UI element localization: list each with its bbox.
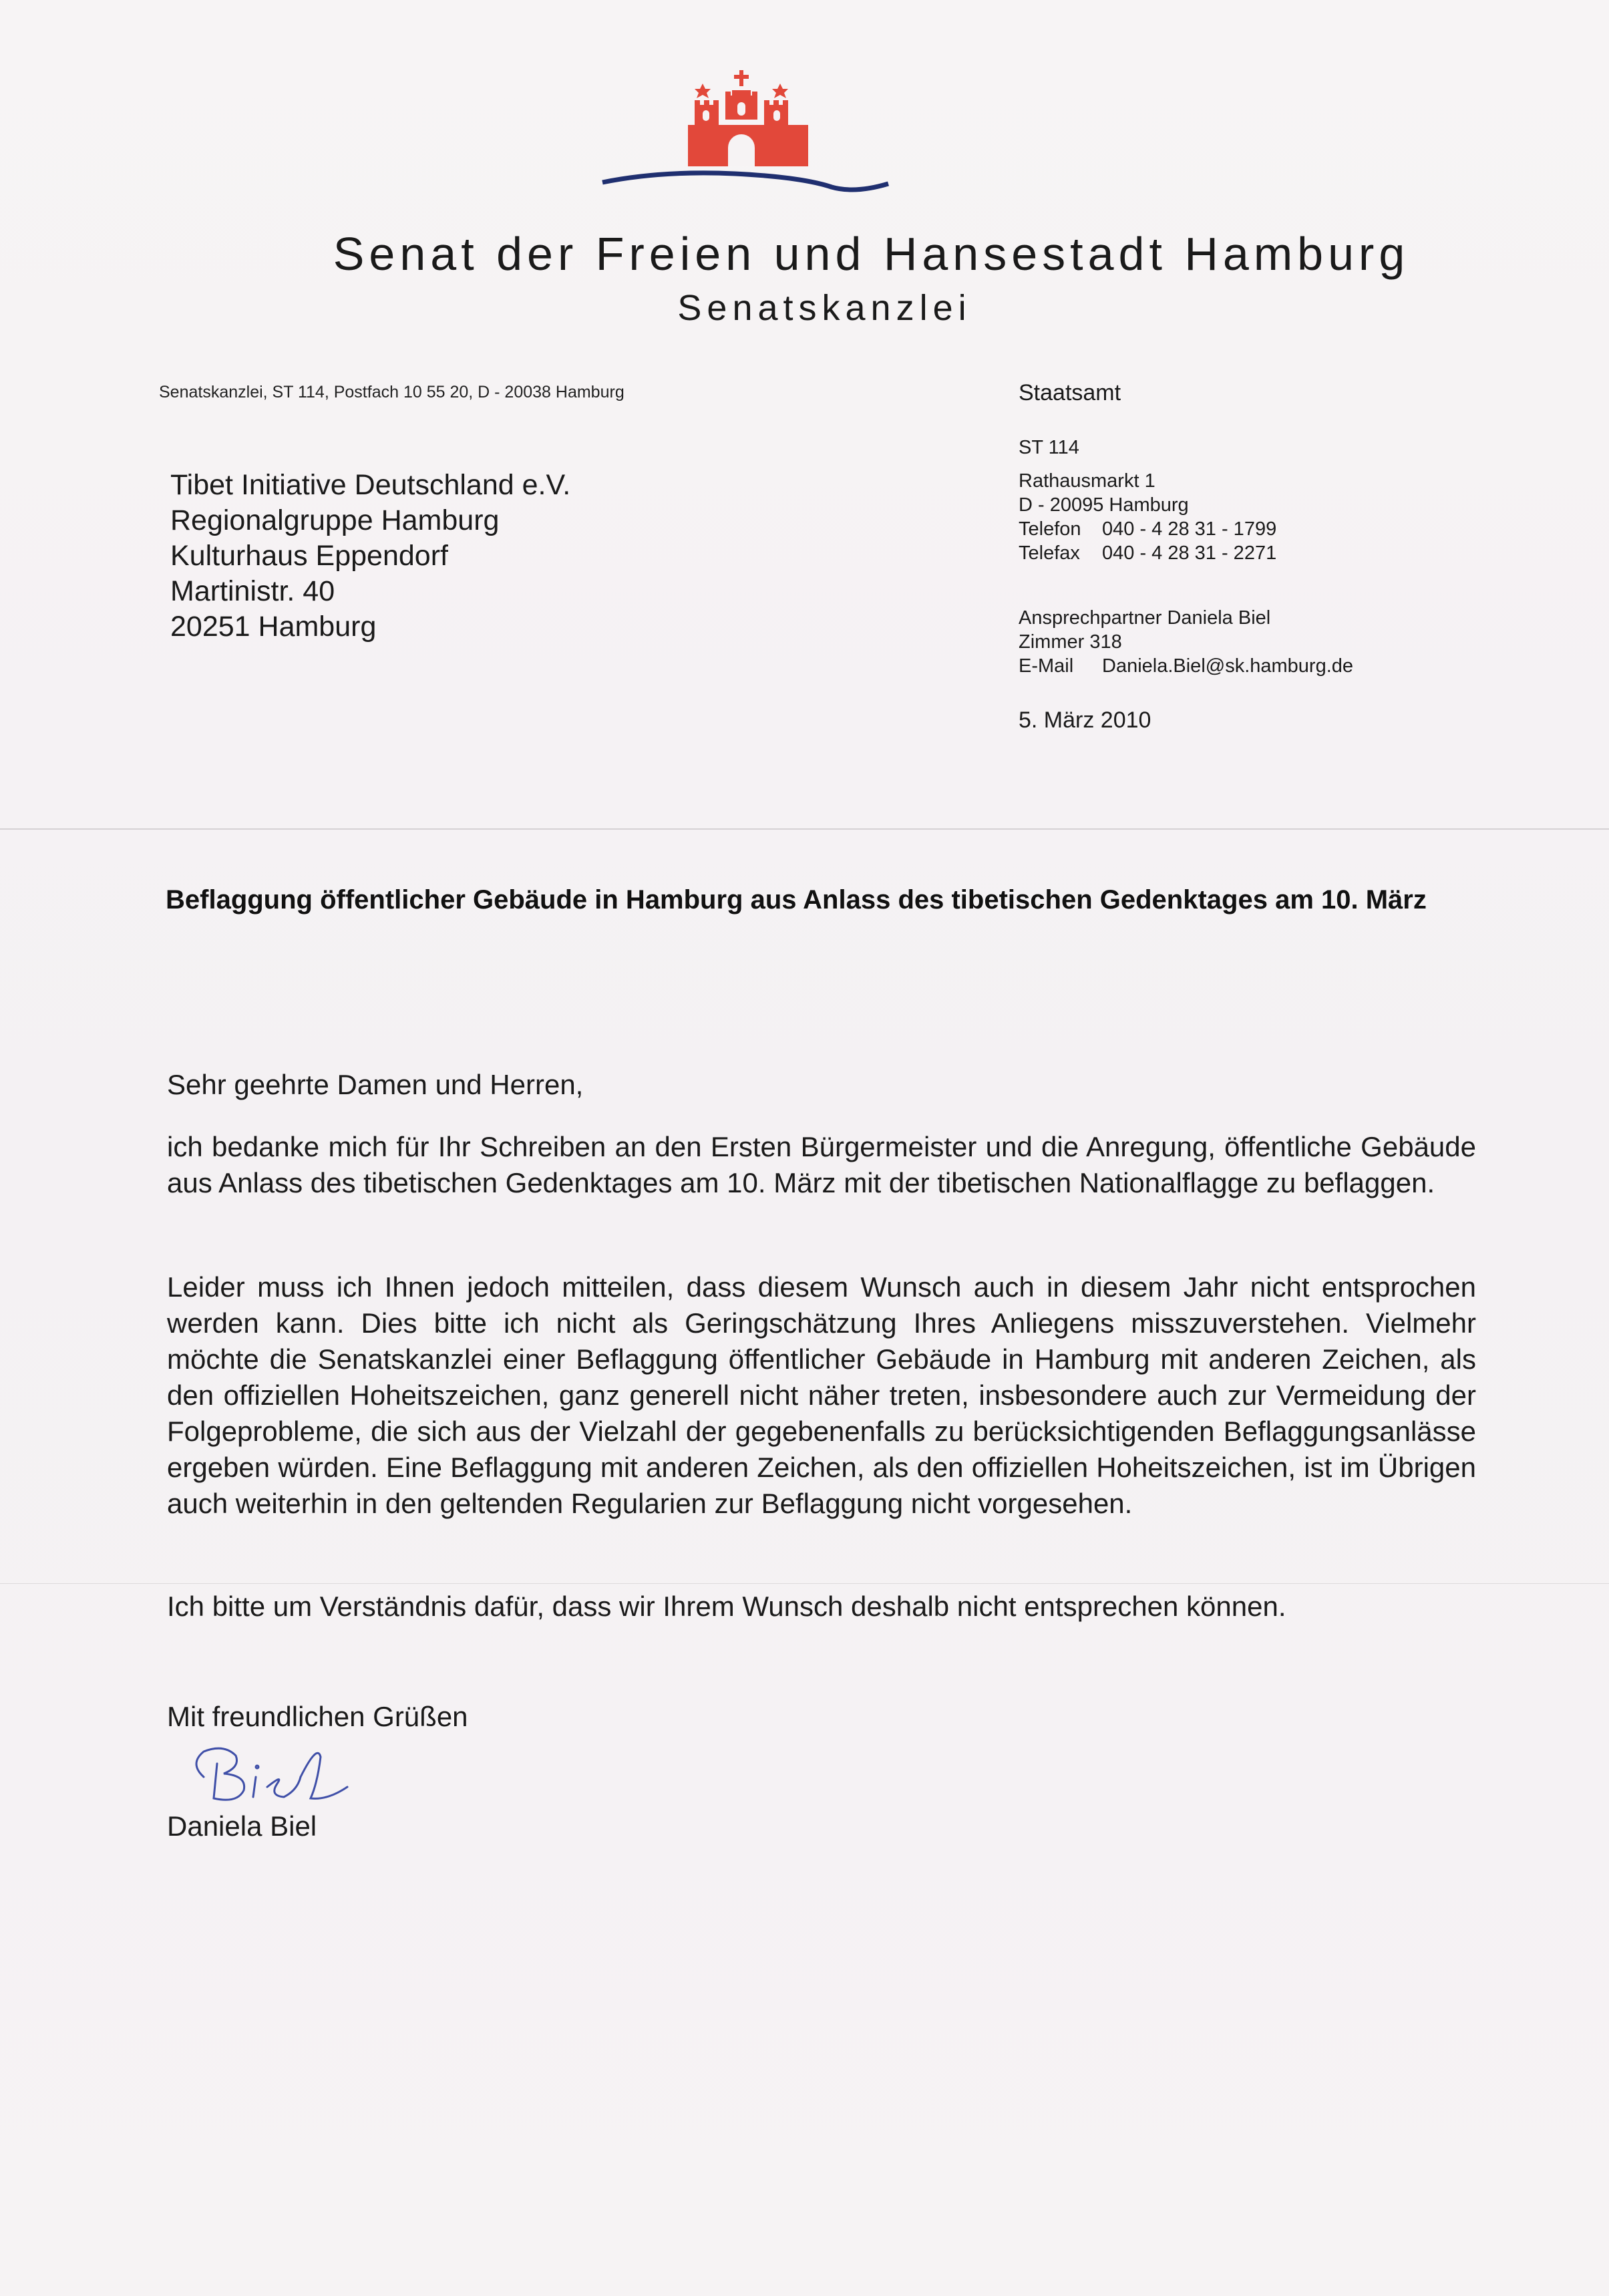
- email-row: [1019, 654, 1353, 678]
- room-label: Zimmer: [1019, 631, 1085, 653]
- phone-number: 040 - 4 28 31 - 1799: [1102, 518, 1277, 540]
- letter-date: 5. März 2010: [1019, 707, 1151, 733]
- office-address-line: Rathausmarkt 1: [1019, 470, 1155, 492]
- handwritten-signature: [184, 1737, 357, 1810]
- letterhead-subtitle: Senatskanzlei: [677, 288, 972, 328]
- room-number: 318: [1089, 631, 1122, 653]
- recipient-line: Martinistr. 40: [170, 575, 335, 607]
- room-row: [1019, 630, 1353, 654]
- email-address: Daniela.Biel@sk.hamburg.de: [1102, 655, 1354, 677]
- contact-label: Ansprechpartner: [1019, 607, 1162, 629]
- recipient-line: Regionalgruppe Hamburg: [170, 504, 500, 536]
- office-address-line: D - 20095 Hamburg: [1019, 494, 1189, 516]
- hamburg-coat-of-arms-logo: [601, 63, 895, 210]
- office-address: [1019, 469, 1276, 565]
- body-paragraph: Leider muss ich Ihnen jedoch mitteilen, dass diesem Wunsch auch in diesem Jahr nicht entsprochen werden kann. Dies bitte ich nicht als Geringschätzung Ihres Anliegens misszuverstehen. Vielmehr möchte die Senatskanzlei einer Beflaggung öffentlicher Gebäude in Hamburg mit anderen Zeichen, als den offiziellen Hoheitszeichen, ganz generell nicht näher treten, insbesondere auch zur Vermeidung der Folgeprobleme, die sich aus der Vielzahl der gegebenenfalls zu berücksichtigenden Beflaggungsanlässe ergeben würden. Eine Beflaggung mit anderen Zeichen, als den offiziellen Hoheitszeichen, ist im Übrigen auch weiterhin in den geltenden Regularien zur Beflaggung nicht vorgesehen.: [167, 1271, 1476, 1519]
- fax-label: Telefax: [1019, 542, 1080, 564]
- phone-row: [1019, 517, 1276, 541]
- body-paragraph: Ich bitte um Verständnis dafür, dass wir Ihrem Wunsch deshalb nicht entsprechen können.: [167, 1591, 1286, 1622]
- recipient-line: 20251 Hamburg: [170, 611, 377, 643]
- recipient-line: Tibet Initiative Deutschland e.V.: [170, 469, 571, 501]
- fax-number: 040 - 4 28 31 - 2271: [1102, 542, 1277, 564]
- contact-block: [1019, 606, 1353, 678]
- letterhead-title: Senat der Freien und Hansestadt Hamburg: [333, 228, 1410, 280]
- recipient-address: [170, 468, 570, 645]
- contact-name: Daniela Biel: [1167, 607, 1271, 629]
- email-label: E-Mail: [1019, 655, 1074, 677]
- fold-line: [0, 1583, 1609, 1584]
- office-name: Staatsamt: [1019, 380, 1121, 405]
- fold-line: [0, 828, 1609, 830]
- body-paragraph: ich bedanke mich für Ihr Schreiben an den Ersten Bürgermeister und die Anregung, öffentliche Gebäude aus Anlass des tibetischen Gedenktages am 10. März mit der tibetischen Nationalflagge zu beflaggen.: [167, 1131, 1476, 1198]
- office-unit: ST 114: [1019, 437, 1079, 458]
- contact-row: [1019, 606, 1353, 630]
- phone-label: Telefon: [1019, 518, 1081, 540]
- recipient-line: Kulturhaus Eppendorf: [170, 540, 448, 572]
- letter-subject: Beflaggung öffentlicher Gebäude in Hamburg aus Anlass des tibetischen Gedenktages am 10. März: [166, 885, 1427, 915]
- signer-name: Daniela Biel: [167, 1810, 317, 1842]
- fax-row: [1019, 541, 1276, 565]
- salutation: Sehr geehrte Damen und Herren,: [167, 1069, 584, 1100]
- sender-return-address: Senatskanzlei, ST 114, Postfach 10 55 20, D - 20038 Hamburg: [159, 383, 624, 401]
- closing: Mit freundlichen Grüßen: [167, 1701, 468, 1732]
